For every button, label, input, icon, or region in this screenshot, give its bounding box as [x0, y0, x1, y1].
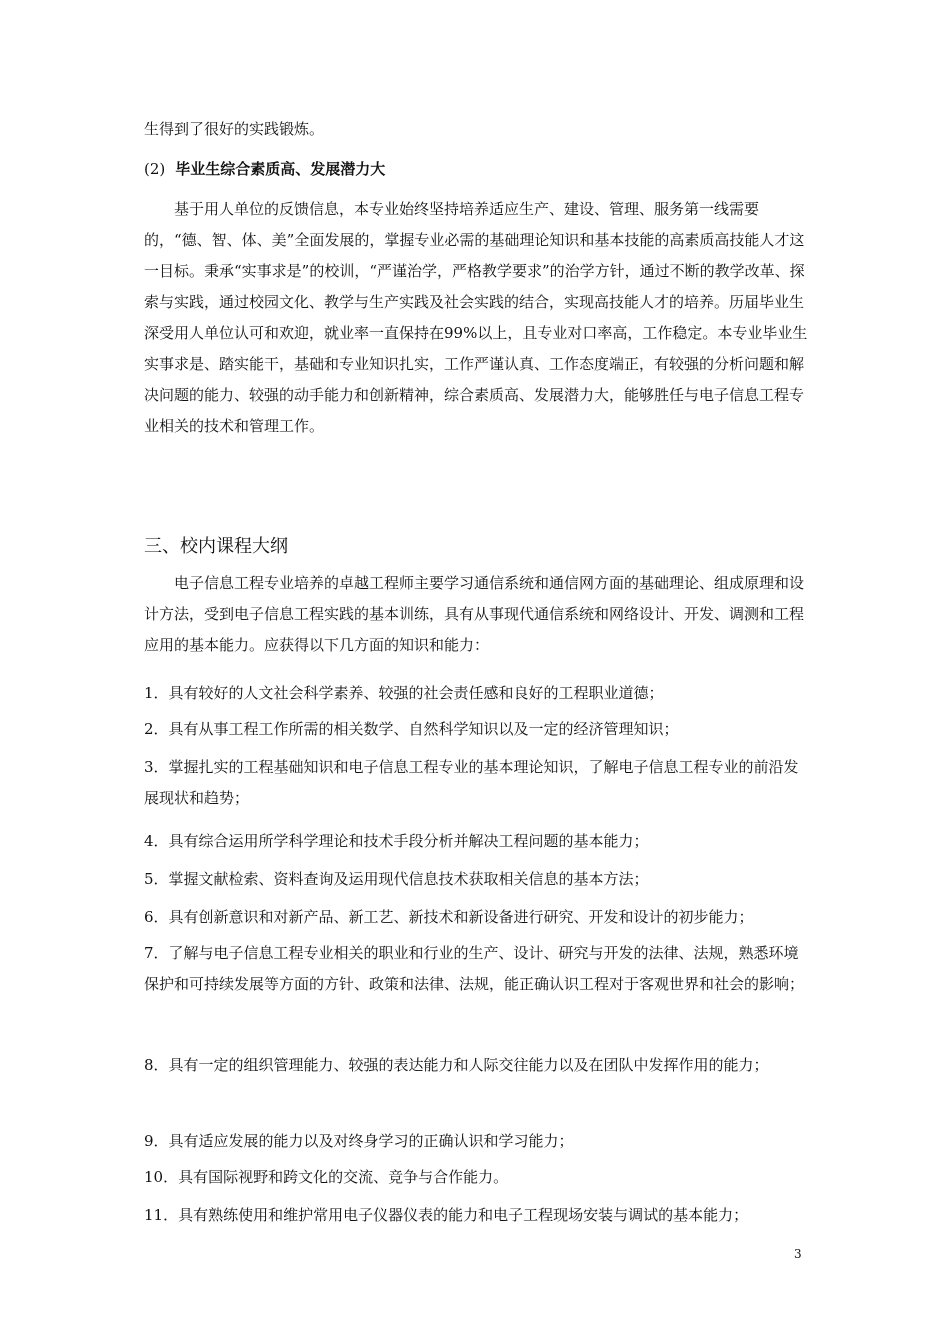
ability-list-item-8: 8．具有一定的组织管理能力、较强的表达能力和人际交往能力以及在团队中发挥作用的能力；: [144, 1056, 769, 1074]
section2-number: (2): [144, 160, 166, 178]
section3-intro-paragraph: 电子信息工程专业培养的卓越工程师主要学习通信系统和通信网方面的基础理论、组成原理和设计方法，受到电子信息工程实践的基本训练，具有从事现代通信系统和网络设计、开发、调测和工程应用的基本能力。应获得以下几方面的知识和能力：: [144, 574, 805, 654]
ability-list-item-10: 10．具有国际视野和跨文化的交流、竞争与合作能力。: [144, 1168, 509, 1186]
ability-list-item-7: 7．了解与电子信息工程专业相关的职业和行业的生产、设计、研究与开发的法律、法规，熟悉环境保护和可持续发展等方面的方针、政策和法律、法规，能正确认识工程对于客观世界和社会的影响；: [144, 944, 805, 993]
section2-heading: [144, 154, 812, 185]
ability-list-item-9: 9．具有适应发展的能力以及对终身学习的正确认识和学习能力；: [144, 1132, 574, 1150]
ability-list-item-4: 4．具有综合运用所学科学理论和技术手段分析并解决工程问题的基本能力；: [144, 832, 649, 850]
section2-paragraph: 基于用人单位的反馈信息，本专业始终坚持培养适应生产、建设、管理、服务第一线需要的，“德、智、体、美”全面发展的，掌握专业必需的基础理论知识和基本技能的高素质高技能人才这一目标。秉承“实事求是”的校训，“严谨治学，严格教学要求”的治学方针，通过不断的教学改革、探索与实践，通过校园文化、教学与生产实践及社会实践的结合，实现高技能人才的培养。历届毕业生深受用人单位认可和欢迎，就业率一直保持在99%以上，且专业对口率高，工作稳定。本专业毕业生实事求是、踏实能干，基础和专业知识扎实，工作严谨认真、工作态度端正，有较强的分析问题和解决问题的能力、较强的动手能力和创新精神，综合素质高、发展潜力大，能够胜任与电子信息工程专业相关的技术和管理工作。: [144, 200, 808, 435]
page-number: 3: [794, 1247, 802, 1261]
ability-list-item-11: 11．具有熟练使用和维护常用电子仪器仪表的能力和电子工程现场安装与调试的基本能力；: [144, 1206, 749, 1224]
ability-list-item-1: 1．具有较好的人文社会科学素养、较强的社会责任感和良好的工程职业道德；: [144, 684, 664, 702]
ability-list-item-3: 3．掌握扎实的工程基础知识和电子信息工程专业的基本理论知识，了解电子信息工程专业的前沿发展现状和趋势；: [144, 758, 799, 807]
intro-continuation: 生得到了很好的实践锻炼。: [144, 120, 325, 138]
section2-title: 毕业生综合素质高、发展潜力大: [175, 160, 386, 178]
ability-list-item-6: 6．具有创新意识和对新产品、新工艺、新技术和新设备进行研究、开发和设计的初步能力；: [144, 908, 754, 926]
ability-list-item-2: 2．具有从事工程工作所需的相关数学、自然科学知识以及一定的经济管理知识；: [144, 720, 679, 738]
section3-heading: 三、校内课程大纲: [144, 536, 288, 557]
ability-list-item-5: 5．掌握文献检索、资料查询及运用现代信息技术获取相关信息的基本方法；: [144, 870, 649, 888]
